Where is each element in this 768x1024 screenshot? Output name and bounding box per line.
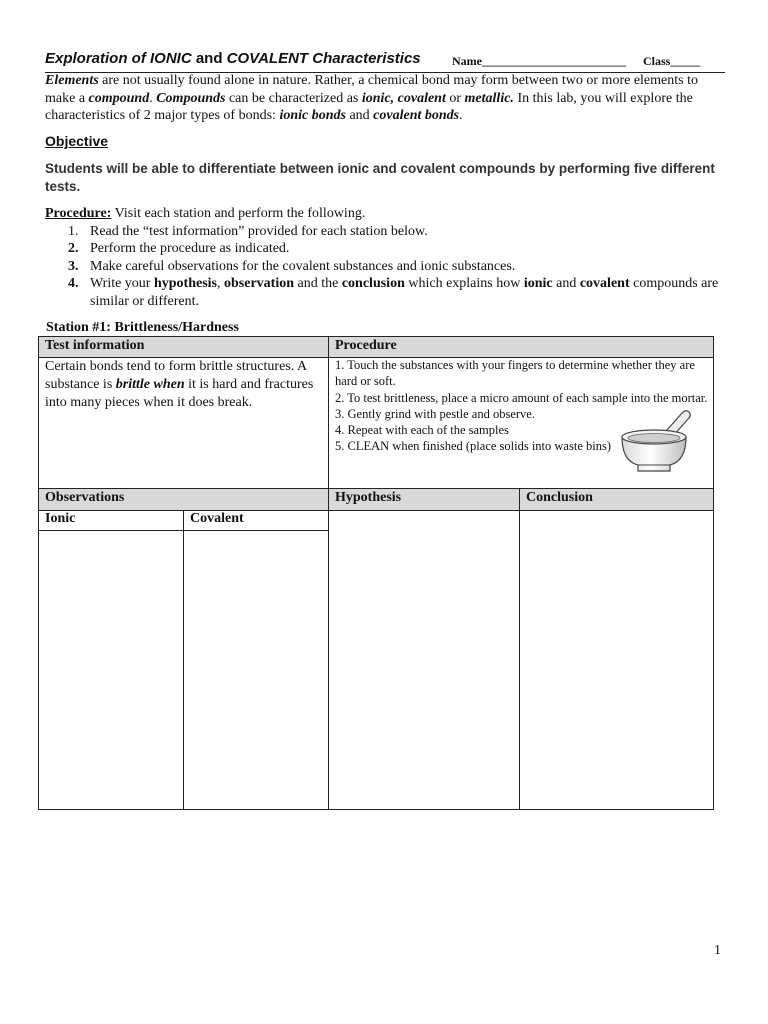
step-text: compounds are similar or different. bbox=[90, 276, 719, 309]
procedure-steps bbox=[45, 223, 725, 311]
title-and: and bbox=[195, 50, 223, 67]
conclusion-header: Conclusion bbox=[526, 490, 593, 505]
mortar-and-pestle-icon bbox=[616, 407, 694, 475]
step-text: Read the “test information” provided for each station below. bbox=[90, 223, 428, 239]
step-number: 1. bbox=[68, 223, 79, 239]
objective-heading: Objective bbox=[45, 133, 109, 149]
step-number: 2. bbox=[68, 241, 79, 256]
intro-term-covalent-bonds: covalent bonds bbox=[373, 108, 460, 123]
intro-text: are not usually found alone in nature. Rather, a chemical bond may form between two or more elements to make a bbox=[45, 73, 698, 106]
procedure-step bbox=[45, 240, 725, 258]
procedure-header: Procedure bbox=[335, 338, 397, 353]
intro-text: . bbox=[459, 108, 463, 123]
test-info-header: Test information bbox=[45, 338, 145, 353]
procedure-step bbox=[45, 275, 725, 310]
procedure-step bbox=[45, 258, 725, 276]
hypothesis-area[interactable] bbox=[328, 510, 520, 810]
station-procedure-step: 2. To test brittleness, place a micro amount of each sample into the mortar. bbox=[335, 390, 708, 405]
station-procedure-step: 5. CLEAN when finished (place solids into waste bins) bbox=[335, 439, 611, 454]
step-term-ionic: ionic bbox=[523, 276, 553, 291]
step-term-conclusion: conclusion bbox=[341, 276, 405, 291]
ionic-observation-area[interactable] bbox=[38, 530, 184, 810]
worksheet-header bbox=[45, 50, 725, 73]
conclusion-area[interactable] bbox=[519, 510, 714, 810]
step-number: 3. bbox=[68, 258, 79, 274]
intro-term-compounds: Compounds bbox=[156, 90, 226, 106]
step-term-observation: observation bbox=[224, 276, 295, 291]
procedure-intro bbox=[45, 205, 725, 223]
step-text: which explains how bbox=[404, 276, 524, 291]
test-info-text bbox=[45, 358, 321, 412]
title-part-1: Exploration of IONIC bbox=[45, 50, 196, 67]
test-info-term-brittle: brittle when bbox=[115, 377, 185, 392]
step-text: and bbox=[552, 276, 580, 291]
intro-term-ionic-covalent: ionic, covalent bbox=[361, 90, 446, 106]
test-info-text-part: it is hard and fractures into many pieces when it does break. bbox=[45, 377, 314, 410]
step-text: , bbox=[217, 276, 225, 291]
step-number: 4. bbox=[68, 276, 79, 291]
class-field[interactable]: Class_____ bbox=[643, 54, 701, 68]
title-part-2: COVALENT Characteristics bbox=[222, 50, 421, 67]
worksheet-title bbox=[45, 50, 421, 67]
page-number: 1 bbox=[714, 943, 721, 958]
step-text: Perform the procedure as indicated. bbox=[90, 241, 290, 256]
procedure-step bbox=[45, 223, 725, 241]
intro-term-elements: Elements bbox=[45, 73, 99, 88]
station-procedure-step: 1. Touch the substances with your fingers to determine whether they are hard or soft. bbox=[335, 358, 695, 389]
intro-text: In this lab, you will explore the characteristics of 2 major types of bonds: bbox=[45, 90, 693, 123]
objective-text: Students will be able to differentiate between ionic and covalent compounds by performing five different tests. bbox=[45, 161, 715, 194]
station-title: Station #1: Brittleness/Hardness bbox=[46, 320, 239, 335]
procedure-label: Procedure: bbox=[45, 206, 112, 221]
step-text: Write your bbox=[90, 276, 154, 291]
intro-text: can be characterized as bbox=[225, 90, 362, 106]
procedure-section bbox=[45, 205, 725, 310]
intro-term-compound: compound bbox=[88, 90, 150, 106]
test-info-text-part: Certain bonds tend to form brittle structures. A substance is bbox=[45, 359, 307, 392]
step-term-covalent: covalent bbox=[579, 276, 630, 291]
intro-text: and bbox=[345, 108, 374, 123]
intro-text: . bbox=[149, 90, 157, 106]
step-text: Make careful observations for the covalent substances and ionic substances. bbox=[90, 258, 516, 274]
hypothesis-header: Hypothesis bbox=[335, 490, 402, 505]
intro-term-metallic: metallic. bbox=[464, 90, 514, 106]
station-procedure-step: 4. Repeat with each of the samples bbox=[335, 423, 509, 438]
intro-term-ionic-bonds: ionic bonds bbox=[279, 108, 346, 123]
step-text: and the bbox=[294, 276, 342, 291]
covalent-observation-area[interactable] bbox=[183, 530, 329, 810]
name-field[interactable]: Name________________________ bbox=[452, 54, 626, 68]
intro-paragraph bbox=[45, 72, 725, 125]
procedure-intro-text: Visit each station and perform the following. bbox=[111, 206, 366, 221]
station-procedure-step: 3. Gently grind with pestle and observe. bbox=[335, 406, 535, 421]
intro-text: or bbox=[445, 90, 465, 106]
step-term-hypothesis: hypothesis bbox=[153, 276, 218, 291]
covalent-header: Covalent bbox=[190, 511, 244, 526]
observations-header: Observations bbox=[45, 490, 125, 505]
ionic-header: Ionic bbox=[45, 511, 76, 526]
